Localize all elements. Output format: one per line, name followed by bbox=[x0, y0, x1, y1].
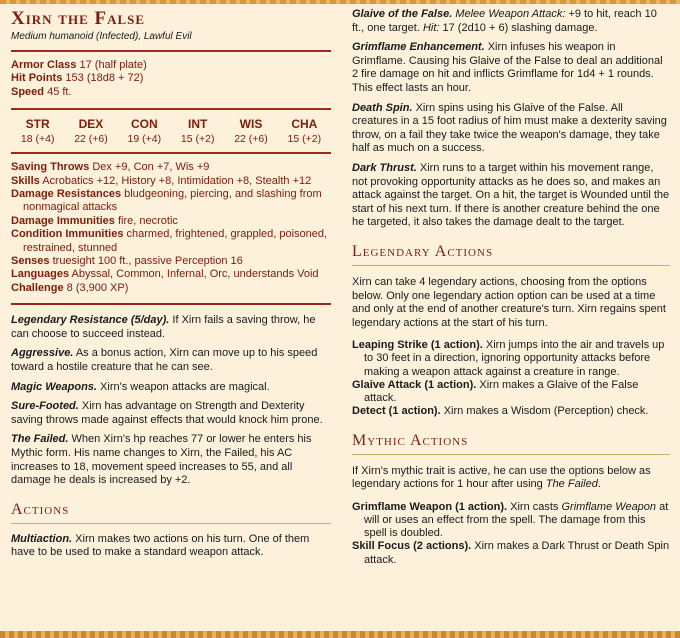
ability-scores bbox=[11, 116, 331, 146]
divider bbox=[11, 152, 331, 154]
skills: Skills Acrobatics +12, History +8, Intimidation +8, Stealth +12 bbox=[11, 174, 312, 187]
divider bbox=[11, 303, 331, 305]
legendary-glaive-attack: Glaive Attack (1 action). Xirn makes a Glaive of the False attack. bbox=[352, 378, 639, 405]
ability-wis: WIS 22 (+6) bbox=[234, 117, 268, 146]
trait-the-failed: The Failed. When Xirn's hp reaches 77 or lower he enters his Mythic form. His name changes to Xirn, the Failed, his AC increases to 18, movement speed increases to 55, and all damage he deals is increased by +2. bbox=[11, 433, 312, 487]
senses: Senses truesight 100 ft., passive Perception 16 bbox=[11, 255, 243, 268]
action-glaive-of-the-false: Glaive of the False. Melee Weapon Attack: +9 to hit, reach 10 ft., one target. Hit: 17 (2d10 + 6) slashing damage. bbox=[352, 8, 657, 34]
speed: Speed 45 ft. bbox=[11, 85, 72, 98]
page-border-top bbox=[0, 0, 680, 4]
action-multiaction: Multiaction. Xirn makes two actions on his turn. One of them have to be used to make a standard weapon attack. bbox=[11, 532, 310, 559]
mythic-actions-heading: Mythic Actions bbox=[352, 431, 670, 455]
saving-throws: Saving Throws Dex +9, Con +7, Wis +9 bbox=[11, 161, 210, 174]
core-stats bbox=[11, 59, 331, 99]
condition-immunities: Condition Immunities charmed, frightened, grappled, poisoned, restrained, stunned bbox=[11, 228, 328, 254]
properties bbox=[11, 161, 331, 295]
hit-points: Hit Points 153 (18d8 + 72) bbox=[11, 72, 144, 85]
legendary-actions-list bbox=[352, 339, 670, 418]
trait-legendary-resistance: Legendary Resistance (5/day). If Xirn fails a saving throw, he can choose to succeed instead. bbox=[11, 314, 316, 340]
action-death-spin: Death Spin. Xirn spins using his Glaive of the False. All creatures in a 15 foot radius of him must make a dexterity saving throw, on a fail they take twice the weapon's damage, they take half as much on a success. bbox=[352, 101, 667, 155]
damage-immunities: Damage Immunities fire, necrotic bbox=[11, 214, 178, 227]
legendary-actions-heading: Legendary Actions bbox=[352, 242, 670, 266]
action-grimflame-enhancement: Grimflame Enhancement. Xirn infuses his weapon in Grimflame. Causing his Glaive of the False to deal an additional 2 fire damage on hit and inflicts Grimflame for 1d4 + 1 rounds. This effect lasts an hour. bbox=[352, 41, 663, 94]
mythic-skill-focus: Skill Focus (2 actions). Xirn makes a Dark Thrust or Death Spin attack. bbox=[352, 540, 670, 566]
ability-dex: DEX 22 (+6) bbox=[74, 117, 108, 146]
ability-con: CON 19 (+4) bbox=[127, 117, 162, 146]
divider bbox=[11, 108, 331, 110]
stat-block-right-column bbox=[352, 8, 670, 567]
ability-str: STR 18 (+4) bbox=[20, 117, 55, 146]
traits bbox=[11, 314, 331, 488]
page-border-bottom bbox=[0, 631, 680, 638]
action-dark-thrust: Dark Thrust. Xirn runs to a target within his movement range, not provoking opportunity attacks as he does so, and makes an attack against the target. On a hit, the target is Wounded until the start of his next turn. If there is another creature behind the one he targeted, it also takes the damage dealt to the target. bbox=[352, 161, 670, 229]
trait-sure-footed: Sure-Footed. Xirn has advantage on Strength and Dexterity saving throws made against effects that would knock him prone. bbox=[11, 400, 323, 426]
armor-class: Armor Class 17 (half plate) bbox=[11, 59, 147, 71]
mythic-grimflame-weapon: Grimflame Weapon (1 action). Xirn casts Grimflame Weapon at will or uses an effect from the spell. The damage from this spell is doubled. bbox=[352, 500, 669, 540]
mythic-intro: If Xirn's mythic trait is active, he can use the options below as legendary actions for 1 hour after using The Failed. bbox=[352, 464, 651, 491]
damage-resistances: Damage Resistances bludgeoning, piercing, and slashing from nonmagical attacks bbox=[11, 188, 322, 214]
monster-name: Xirn the False bbox=[11, 8, 146, 29]
stat-block-left-column bbox=[11, 8, 331, 566]
languages: Languages Abyssal, Common, Infernal, Orc, understands Void bbox=[11, 268, 319, 281]
challenge: Challenge 8 (3,900 XP) bbox=[11, 281, 129, 294]
divider bbox=[11, 50, 331, 52]
monster-type: Medium humanoid (Infected), Lawful Evil bbox=[11, 31, 192, 42]
legendary-detect: Detect (1 action). Xirn makes a Wisdom (Perception) check. bbox=[352, 405, 649, 418]
ability-int: INT 15 (+2) bbox=[180, 117, 215, 146]
trait-magic-weapons: Magic Weapons. Xirn's weapon attacks are magical. bbox=[11, 380, 270, 393]
legendary-leaping-strike: Leaping Strike (1 action). Xirn jumps into the air and travels up to 30 feet in a direction, ignoring opportunity attacks before making a weapon attack against a creature in range. bbox=[352, 339, 665, 378]
mythic-actions-list bbox=[352, 501, 670, 567]
legendary-intro: Xirn can take 4 legendary actions, choosing from the options below. Only one legendary action option can be used at a time and only at the end of another creature's turn. Xirn regains spent legendary actions at the start of his turn. bbox=[352, 275, 666, 329]
ability-cha: CHA 15 (+2) bbox=[287, 117, 322, 146]
trait-aggressive: Aggressive. As a bonus action, Xirn can move up to his speed toward a hostile creature that he can see. bbox=[11, 347, 318, 374]
actions-heading: Actions bbox=[11, 500, 331, 524]
